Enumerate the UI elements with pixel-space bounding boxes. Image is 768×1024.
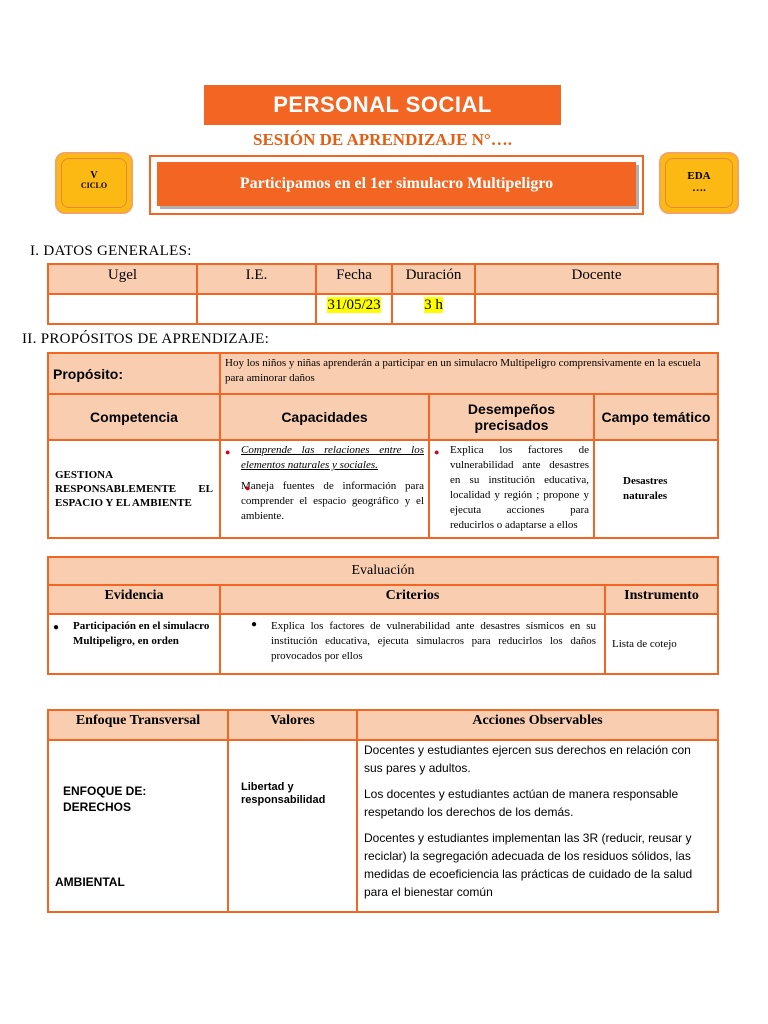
col-valores: Valores [228,710,357,740]
instrumento-text: Lista de cotejo [605,614,718,674]
accion-1: Docentes y estudiantes ejercen sus derechos en relación con sus pares y adultos. [364,743,691,775]
eda-label: EDA [687,170,711,182]
datos-table [47,263,719,325]
criterio-text: Explica los factores de vulnerabilidad ante desastres sísmicos en su institución educativa, ejecuta simulacros para reducirlos los daños provocados por ellos [271,620,596,662]
capacidad-2-text: Maneja fuentes de información para comprender el espacio geográfico y el ambiente. [241,480,424,522]
desempeno-text: ● Explica los factores de vulnerabilidad ante desastres en su institución educativa, localidad y región ; propone y ejecuta acciones para reducirlos o adaptarse a ellos [450,443,589,533]
col-ie: I.E. [197,264,316,294]
col-acciones: Acciones Observables [357,710,718,740]
col-campo: Campo temático [594,394,718,440]
competencia-text: GESTIONA RESPONSABLEMENTE EL ESPACIO Y EL AMBIENTE [48,440,220,538]
col-instrumento: Instrumento [605,585,718,614]
evaluacion-title: Evaluación [48,557,718,585]
valores-text: Libertad y responsabilidad [228,740,357,912]
col-desempenos: Desempeños precisados [429,394,594,440]
col-docente: Docente [475,264,718,294]
enfoque-ambiental: AMBIENTAL [55,875,125,889]
eda-number: …. [692,182,706,194]
desempeno-cell [429,440,594,538]
acciones-cell [357,740,718,912]
val-fecha: 31/05/23 [327,297,381,313]
val-ugel [48,294,197,324]
enfoque-table [47,709,719,913]
proposito-text: Hoy los niños y niñas aprenderán a participar en un simulacro Multipeligro comprensivamente en la escuela para aminorar daños [220,353,718,394]
col-duracion: Duración [392,264,475,294]
evidencia-text: ● Participación en el simulacro Multipeligro, en orden [73,619,213,649]
enfoque-cell [48,740,228,912]
session-subtitle: SESIÓN DE APRENDIZAJE N°…. [252,130,513,149]
col-criterios: Criterios [220,585,605,614]
col-evidencia: Evidencia [48,585,220,614]
col-capacidades: Capacidades [220,394,429,440]
val-duracion-cell [392,294,475,324]
campo-text: Desastres naturales [594,440,718,538]
datos-heading: I. DATOS GENERALES: [30,243,192,259]
propositos-heading: II. PROPÓSITOS DE APRENDIZAJE: [22,331,270,347]
session-name: Participamos en el 1er simulacro Multipeligro [157,162,636,206]
val-duracion: 3 h [424,297,443,313]
col-enfoque: Enfoque Transversal [48,710,228,740]
cycle-number: V [90,170,98,181]
capacidad-2 [241,479,424,524]
cycle-badge [55,152,133,214]
cycle-label: CICLO [80,181,108,190]
col-competencia: Competencia [48,394,220,440]
criterio-bullet: ● [251,619,258,630]
val-ie [197,294,316,324]
capacidades-cell [220,440,429,538]
col-fecha: Fecha [316,264,392,294]
proposito-label: Propósito: [48,353,220,394]
accion-3: Docentes y estudiantes implementan las 3R (reducir, reusar y reciclar) la segregación adecuada de los residuos sólidos, las medidas de ecoeficiencia las prácticas de cuidado de la salud para el bienestar común [364,831,693,899]
val-fecha-cell [316,294,392,324]
criterio-cell [220,614,605,674]
propositos-table [47,352,719,539]
eda-badge [659,152,739,214]
session-name-box [149,155,644,215]
val-docente [475,294,718,324]
evidencia-cell [48,614,220,674]
enfoque-derechos: ENFOQUE DE: DERECHOS [63,784,147,814]
page-title: PERSONAL SOCIAL [204,85,561,125]
evaluacion-table [47,556,719,675]
capacidad-1: ● Comprende las relaciones entre los elementos naturales y sociales. [241,443,424,473]
accion-2: Los docentes y estudiantes actúan de manera responsable respetando los derechos de los demás. [364,787,679,819]
col-ugel: Ugel [48,264,197,294]
